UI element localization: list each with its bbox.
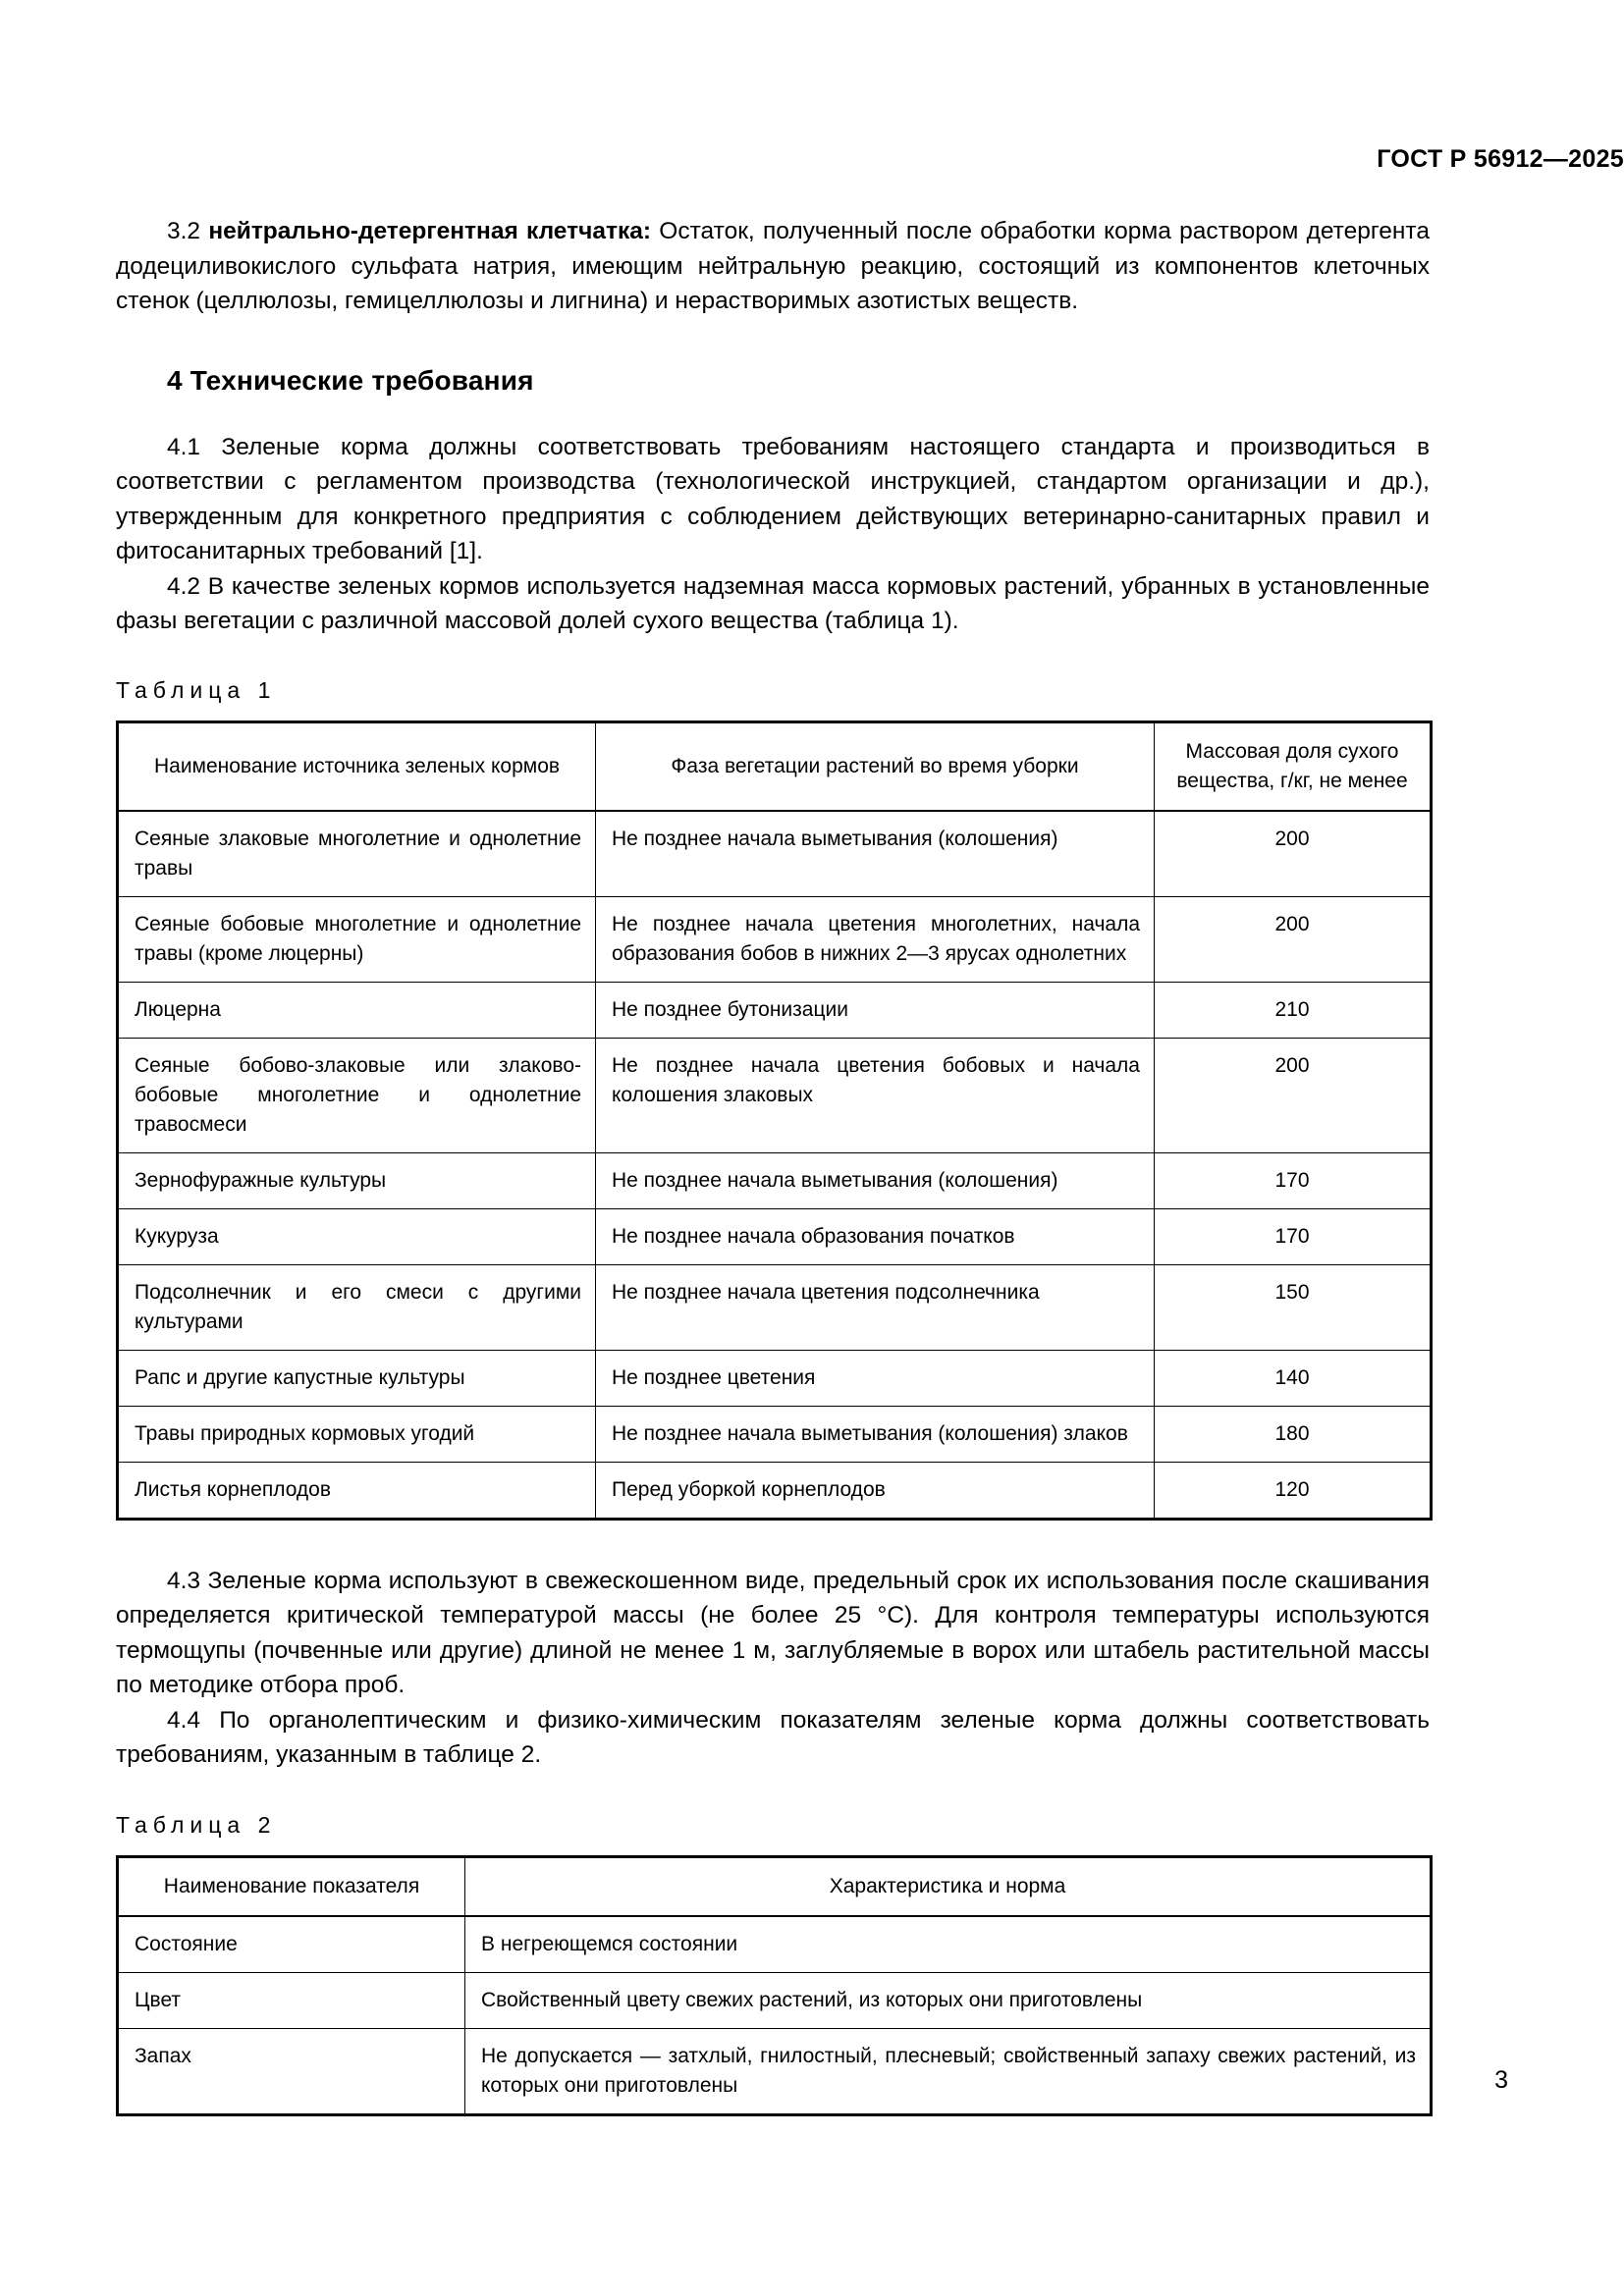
table-1-cell-drymatter: 170: [1155, 1208, 1432, 1264]
clause-4-1: 4.1 Зеленые корма должны соответствовать требованиям настоящего стандарта и производиться в соответствии с регламентом производства (технологической инструкцией, стандартом организации и др.), утвержденным для конкретного предприятия с соблюдением действующих ветеринарно-санитарных правил и фитосанитарных требований [1].: [116, 433, 1430, 564]
table-1-col-header-source: [118, 721, 596, 811]
table-1-cell-source: Кукуруза: [118, 1208, 596, 1264]
table-1-cell-phase: Не позднее начала цветения бобовых и начала колошения злаковых: [596, 1038, 1155, 1152]
table-2-cell-indicator: Состояние: [118, 1916, 465, 1973]
table-1-cell-phase: Не позднее начала образования початков: [596, 1208, 1155, 1264]
table-1-cell-source: Люцерна: [118, 982, 596, 1038]
table-1-cell-source: Травы природных кормовых угодий: [118, 1406, 596, 1462]
table-2-cell-requirement: В негреющемся состоянии: [465, 1916, 1432, 1973]
table-1-cell-source: Сеяные злаковые многолетние и однолетние травы: [118, 811, 596, 897]
clause-4-4: 4.4 По органолептическим и физико-химическим показателям зеленые корма должны соответствовать требованиям, указанным в таблице 2.: [116, 1706, 1430, 1768]
table-2: [116, 1855, 1433, 2116]
table-row: [118, 1972, 1432, 2028]
table-row: [118, 1208, 1432, 1264]
table-1-cell-source: Рапс и другие капустные культуры: [118, 1350, 596, 1406]
table-1: [116, 721, 1433, 1521]
table-1-col-header-drymatter: [1155, 721, 1432, 811]
table-1-cell-drymatter: 140: [1155, 1350, 1432, 1406]
table-1-cell-phase: Не позднее начала цветения многолетних, начала образования бобов в нижних 2—3 ярусах однолетних: [596, 896, 1155, 982]
table-1-cell-source: Подсолнечник и его смеси с другими культурами: [118, 1264, 596, 1350]
table-1-cell-phase: Не позднее начала выметывания (колошения): [596, 1152, 1155, 1208]
table-2-cell-requirement: Не допускается — затхлый, гнилостный, плесневый; свойственный запаху свежих растений, из которых они приготовлены: [465, 2028, 1432, 2114]
table-1-cell-phase: Не позднее начала цветения подсолнечника: [596, 1264, 1155, 1350]
table-row: [118, 1406, 1432, 1462]
table-2-col-header-requirement: [465, 1856, 1432, 1916]
table-1-col-header-source-label: Наименование источника зеленых кормов: [153, 754, 561, 777]
table-2-col-header-indicator: [118, 1856, 465, 1916]
table-1-col-header-phase: [596, 721, 1155, 811]
table-1-cell-phase: Не позднее цветения: [596, 1350, 1155, 1406]
table-1-header-row: [118, 721, 1432, 811]
table-2-caption: Таблица 2: [116, 1811, 277, 1838]
clause-3-2-definition: Остаток, полученный после обработки корма раствором детергента додециливокислого сульфата натрия, имеющим нейтральную реакцию, состоящий из компонентов клеточных стенок (целлюлозы, гемицеллюлозы и лигнина) и нерастворимых азотистых веществ.: [116, 218, 1430, 314]
table-row: [118, 1038, 1432, 1152]
table-1-col-header-phase-label: Фаза вегетации растений во время уборки: [671, 754, 1079, 777]
clause-3-2-number: 3.2: [167, 218, 201, 244]
clause-4-3: 4.3 Зеленые корма используют в свежескошенном виде, предельный срок их использования после скашивания определяется критической температурой массы (не более 25 °C). Для контроля температуры используются термощупы (почвенные или другие) длиной не менее 1 м, заглубляемые в ворох или штабель растительной массы по методике отбора проб.: [116, 1567, 1430, 1698]
table-1-cell-drymatter: 210: [1155, 982, 1432, 1038]
table-2-header-row: [118, 1856, 1432, 1916]
table-row: [118, 1152, 1432, 1208]
table-1-cell-drymatter: 200: [1155, 811, 1432, 897]
table-1-cell-drymatter: 200: [1155, 1038, 1432, 1152]
table-row: [118, 2028, 1432, 2114]
page-content: [116, 0, 1430, 2116]
table-1-cell-source: Листья корнеплодов: [118, 1462, 596, 1519]
table-row: [118, 1350, 1432, 1406]
table-2-col-header-requirement-label: Характеристика и норма: [829, 1874, 1066, 1897]
running-header: ГОСТ Р 56912—2025: [1377, 145, 1624, 173]
clause-3-2: [116, 214, 1430, 319]
table-1-cell-phase: Перед уборкой корнеплодов: [596, 1462, 1155, 1519]
table-2-cell-indicator: Цвет: [118, 1972, 465, 2028]
table-1-cell-phase: Не позднее начала выметывания (колошения): [596, 811, 1155, 897]
page-number: 3: [1494, 2066, 1508, 2094]
table-row: [118, 982, 1432, 1038]
table-row: [118, 1264, 1432, 1350]
table-row: [118, 811, 1432, 897]
table-2-col-header-indicator-label: Наименование показателя: [163, 1874, 420, 1897]
table-1-cell-phase: Не позднее начала выметывания (колошения) злаков: [596, 1406, 1155, 1462]
table-1-cell-source: Зернофуражные культуры: [118, 1152, 596, 1208]
table-1-cell-drymatter: 180: [1155, 1406, 1432, 1462]
table-row: [118, 1462, 1432, 1519]
table-1-cell-drymatter: 200: [1155, 896, 1432, 982]
table-2-cell-indicator: Запах: [118, 2028, 465, 2114]
table-row: [118, 1916, 1432, 1973]
clause-3-2-term: нейтрально-детергентная клетчатка:: [208, 218, 652, 244]
table-1-cell-source: Сеяные бобово-злаковые или злаково-бобовые многолетние и однолетние травосмеси: [118, 1038, 596, 1152]
table-1-cell-source: Сеяные бобовые многолетние и однолетние травы (кроме люцерны): [118, 896, 596, 982]
table-1-cell-drymatter: 120: [1155, 1462, 1432, 1519]
table-2-cell-requirement: Свойственный цвету свежих растений, из которых они приготовлены: [465, 1972, 1432, 2028]
table-1-cell-phase: Не позднее бутонизации: [596, 982, 1155, 1038]
table-1-cell-drymatter: 150: [1155, 1264, 1432, 1350]
table-1-cell-drymatter: 170: [1155, 1152, 1432, 1208]
table-1-col-header-drymatter-label: Массовая доля сухого вещества, г/кг, не менее: [1176, 739, 1408, 792]
section-4-heading: 4 Технические требования: [167, 364, 534, 396]
table-1-caption: Таблица 1: [116, 676, 277, 703]
table-row: [118, 896, 1432, 982]
clause-4-2: 4.2 В качестве зеленых кормов используется надземная масса кормовых растений, убранных в установленные фазы вегетации с различной массовой долей сухого вещества (таблица 1).: [116, 572, 1430, 634]
